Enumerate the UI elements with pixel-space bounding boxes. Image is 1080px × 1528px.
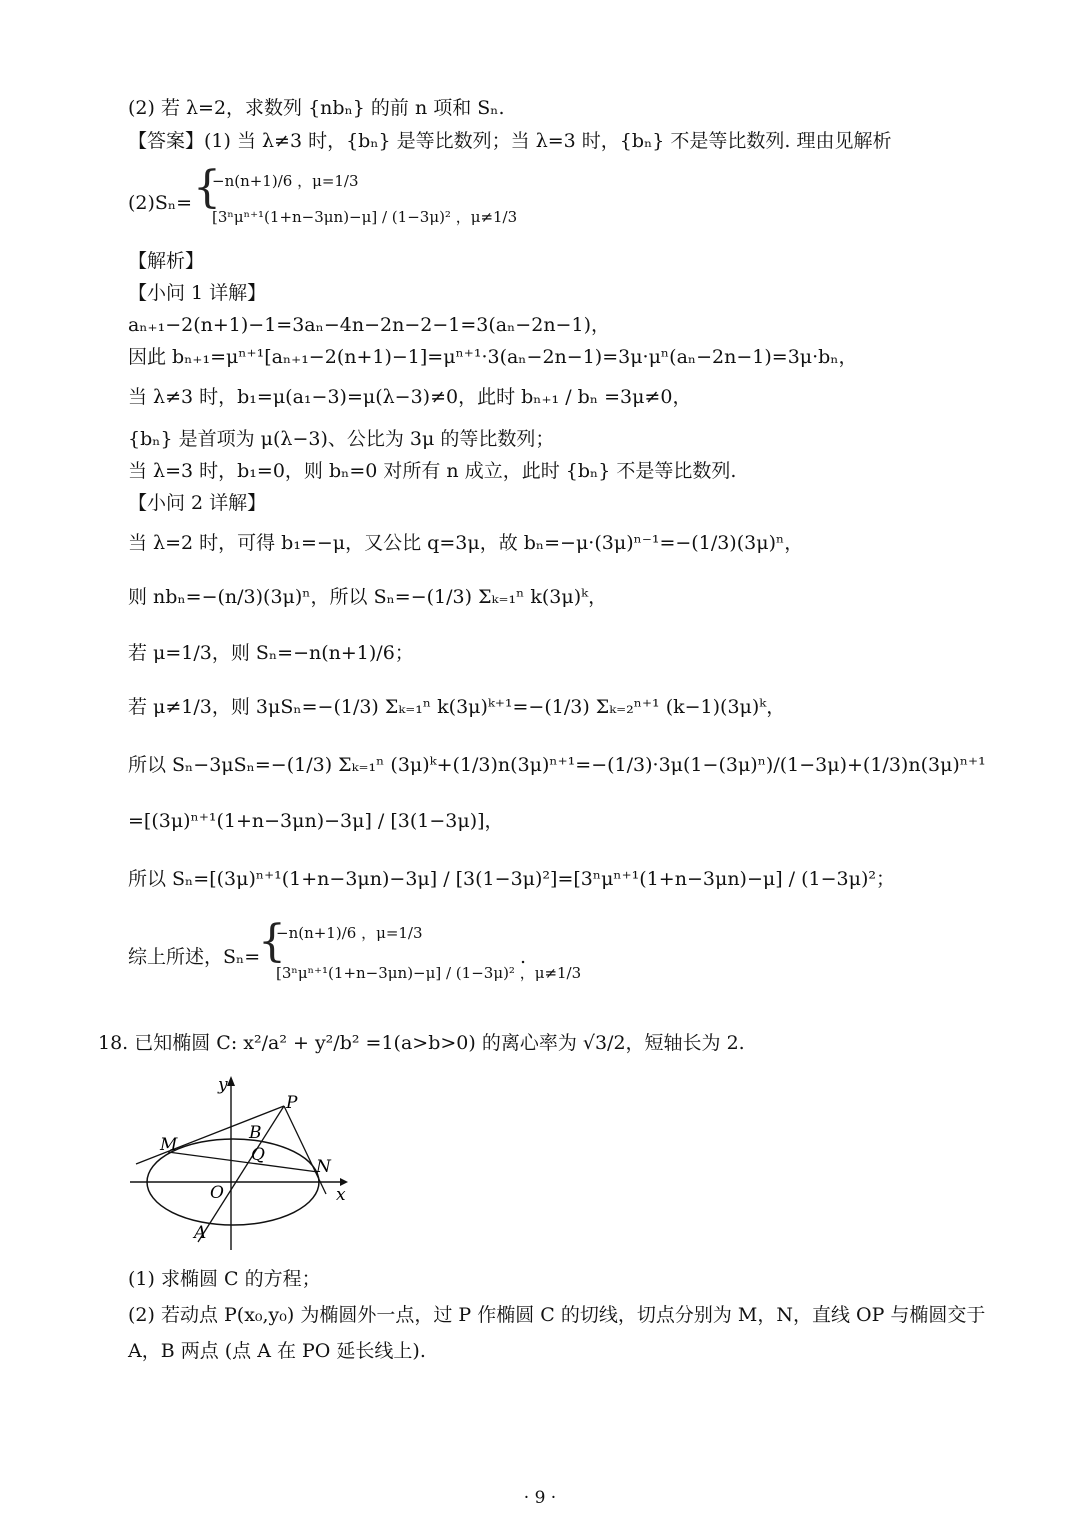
- analysis-heading: 【解析】: [128, 250, 205, 272]
- solution-1-line-3: 当 λ≠3 时，b₁=μ(a₁−3)=μ(λ−3)≠0，此时 bₙ₊₁ / bₙ =3μ≠0，: [128, 386, 692, 408]
- ellipse-figure: [128, 1072, 368, 1254]
- label-a: A: [194, 1223, 207, 1243]
- problem-18-part-2-line-2: A，B 两点 (点 A 在 PO 延长线上).: [128, 1340, 426, 1362]
- solution-2-line-2: 则 nbₙ=−(n/3)(3μ)ⁿ，所以 Sₙ=−(1/3) Σₖ₌₁ⁿ k(3μ)ᵏ，: [128, 586, 608, 608]
- solution-2-line-4: 若 μ≠1/3，则 3μSₙ=−(1/3) Σₖ₌₁ⁿ k(3μ)ᵏ⁺¹=−(1/3) Σₖ₌₂ⁿ⁺¹ (k−1)(3μ)ᵏ，: [128, 696, 786, 718]
- subquestion-1-heading: 【小问 1 详解】: [128, 282, 267, 304]
- answer-piecewise-prefix: (2)Sₙ=: [128, 192, 193, 214]
- label-o: O: [210, 1183, 224, 1203]
- question-part-2: (2) 若 λ=2，求数列 {nbₙ} 的前 n 项和 Sₙ.: [128, 97, 505, 119]
- line-op: [198, 1106, 284, 1242]
- subquestion-2-heading: 【小问 2 详解】: [128, 492, 267, 514]
- summary-prefix: 综上所述，Sₙ=: [128, 946, 261, 968]
- solution-1-line-4: {bₙ} 是首项为 μ(λ−3)、公比为 3μ 的等比数列；: [128, 428, 555, 450]
- left-brace: {: [193, 162, 221, 213]
- problem-18-part-2-line-1: (2) 若动点 P(x₀,y₀) 为椭圆外一点，过 P 作椭圆 C 的切线，切点分别为 M，N，直线 OP 与椭圆交于: [128, 1304, 986, 1326]
- label-q: Q: [251, 1145, 265, 1165]
- answer-line: 【答案】(1) 当 λ≠3 时，{bₙ} 是等比数列；当 λ=3 时，{bₙ} 不是等比数列. 理由见解析: [128, 130, 892, 152]
- label-b: B: [249, 1123, 262, 1143]
- page-number: · 9 ·: [523, 1488, 557, 1508]
- summary-suffix: .: [520, 946, 527, 968]
- solution-1-line-1: aₙ₊₁−2(n+1)−1=3aₙ−4n−2n−2−1=3(aₙ−2n−1)，: [128, 314, 610, 336]
- solution-2-line-3: 若 μ=1/3，则 Sₙ=−n(n+1)/6；: [128, 642, 414, 664]
- solution-2-line-1: 当 λ=2 时，可得 b₁=−μ，又公比 q=3μ，故 bₙ=−μ·(3μ)ⁿ⁻¹=−(1/3)(3μ)ⁿ，: [128, 532, 804, 554]
- answer-case-1: −n(n+1)/6 ，μ=1/3: [212, 172, 359, 190]
- label-n: N: [316, 1157, 331, 1177]
- label-x: x: [336, 1185, 346, 1205]
- y-axis-arrow: [227, 1076, 235, 1086]
- problem-18-statement: 18. 已知椭圆 C: x²/a² + y²/b² =1(a>b>0) 的离心率为 √3/2，短轴长为 2.: [98, 1032, 745, 1054]
- solution-2-line-7: 所以 Sₙ=[(3μ)ⁿ⁺¹(1+n−3μn)−3μ] / [3(1−3μ)²]=[3ⁿμⁿ⁺¹(1+n−3μn)−μ] / (1−3μ)²；: [128, 868, 896, 890]
- problem-18-part-1: (1) 求椭圆 C 的方程；: [128, 1268, 321, 1290]
- solution-1-line-2: 因此 bₙ₊₁=μⁿ⁺¹[aₙ₊₁−2(n+1)−1]=μⁿ⁺¹·3(aₙ−2n−1)=3μ·μⁿ(aₙ−2n−1)=3μ·bₙ，: [128, 346, 858, 368]
- label-p: P: [286, 1093, 298, 1113]
- summary-case-2: [3ⁿμⁿ⁺¹(1+n−3μn)−μ] / (1−3μ)² ，μ≠1/3: [276, 964, 582, 982]
- summary-case-1: −n(n+1)/6 ，μ=1/3: [276, 924, 423, 942]
- solution-1-line-5: 当 λ=3 时，b₁=0，则 bₙ=0 对所有 n 成立，此时 {bₙ} 不是等比数列.: [128, 460, 737, 482]
- solution-2-line-6: =[(3μ)ⁿ⁺¹(1+n−3μn)−3μ] / [3(1−3μ)]，: [128, 810, 504, 832]
- label-y: y: [218, 1075, 228, 1095]
- answer-case-2: [3ⁿμⁿ⁺¹(1+n−3μn)−μ] / (1−3μ)² ，μ≠1/3: [212, 208, 518, 226]
- ellipse-diagram: [128, 1072, 368, 1250]
- summary-left-brace: {: [258, 916, 286, 967]
- label-m: M: [160, 1135, 178, 1155]
- chord-mn: [168, 1152, 318, 1172]
- solution-2-line-5: 所以 Sₙ−3μSₙ=−(1/3) Σₖ₌₁ⁿ (3μ)ᵏ+(1/3)n(3μ)ⁿ⁺¹=−(1/3)·3μ(1−(3μ)ⁿ)/(1−3μ)+(1/3)n(3μ)ⁿ⁺¹: [128, 754, 986, 776]
